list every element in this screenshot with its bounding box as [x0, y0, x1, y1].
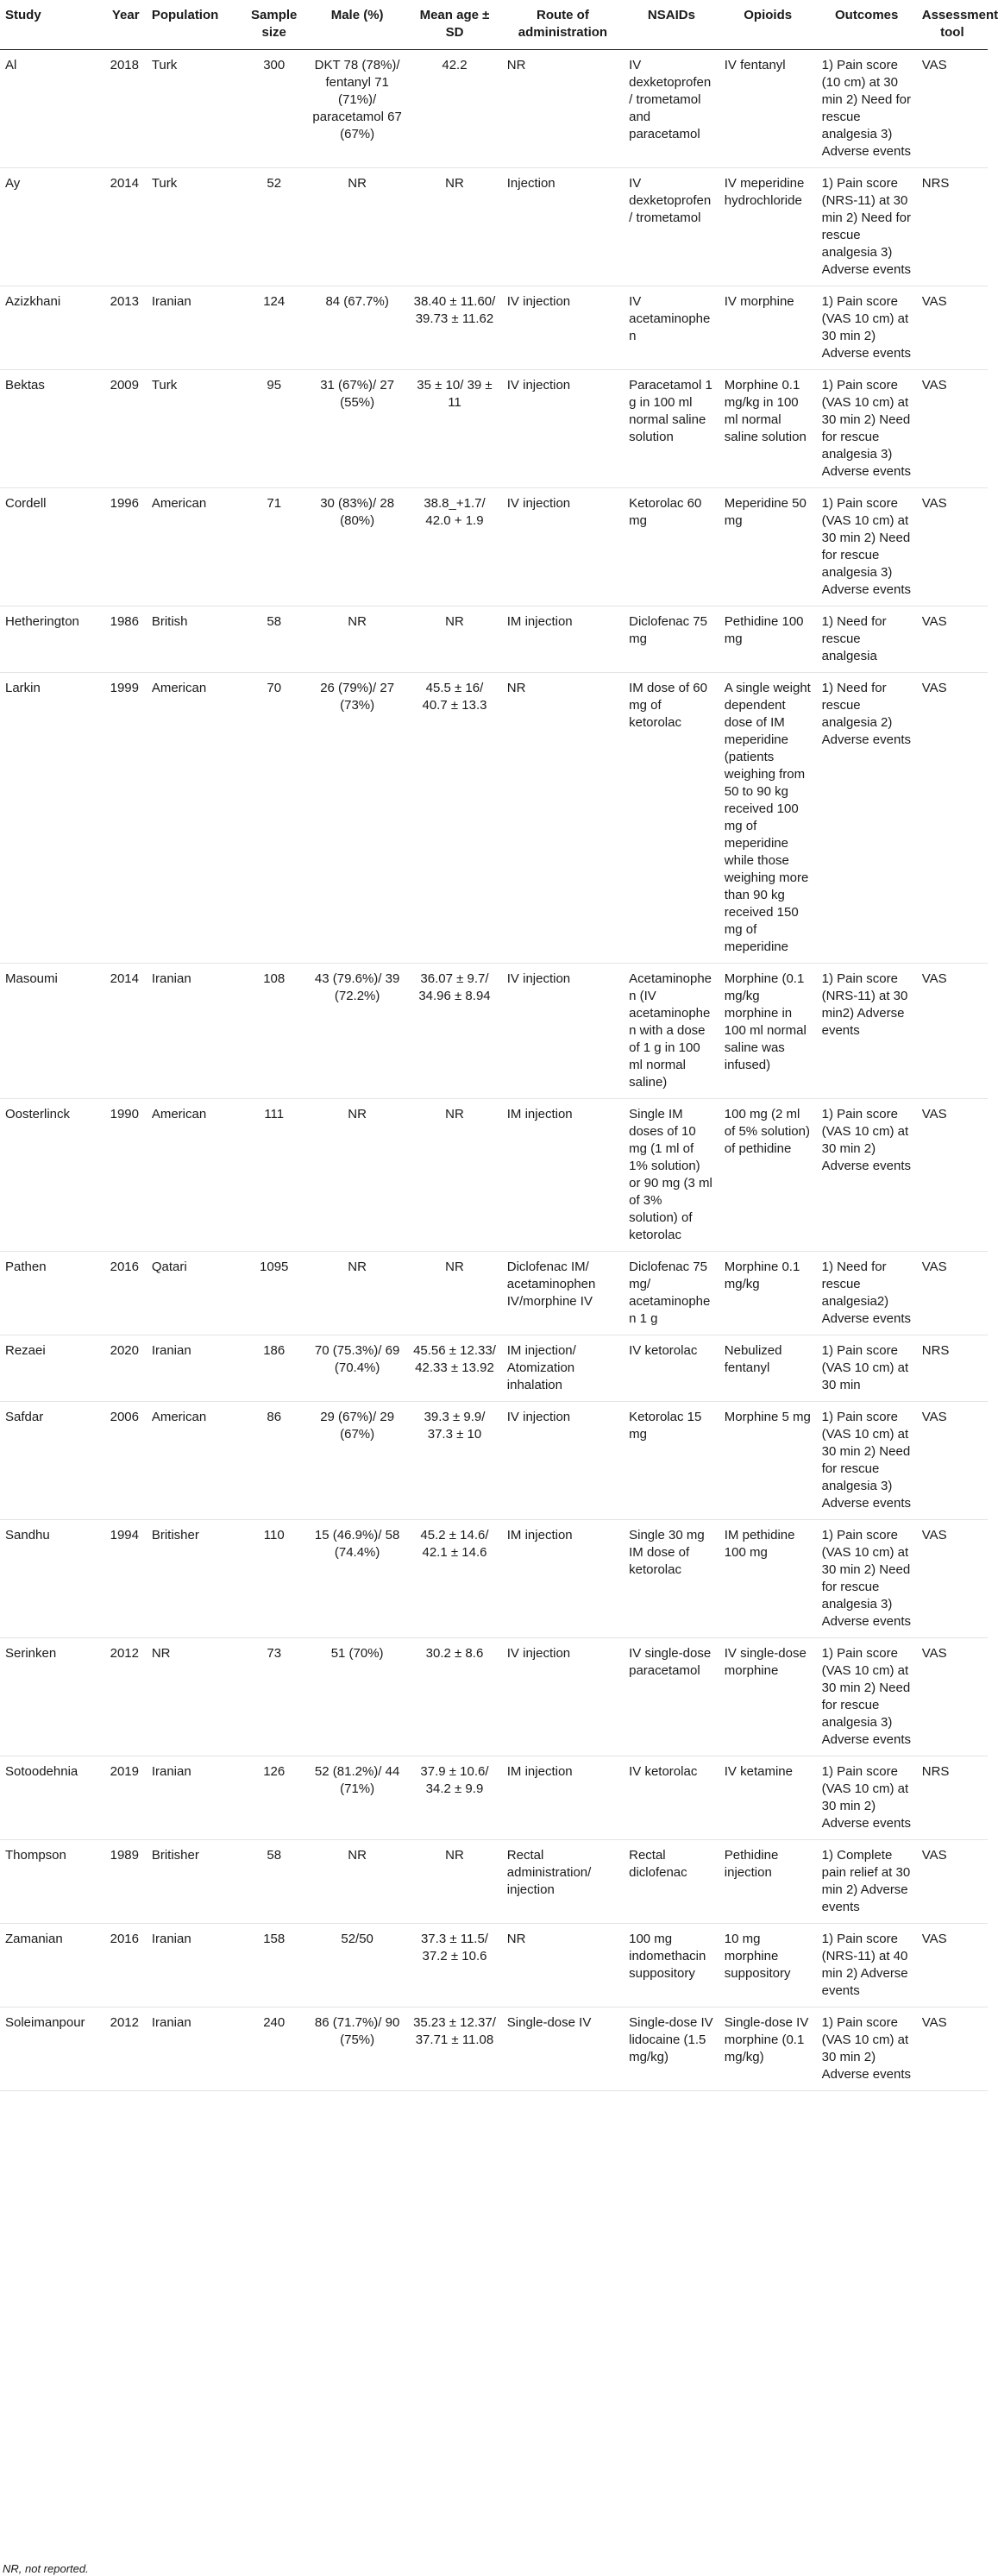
cell-male: DKT 78 (78%)/ fentanyl 71 (71%)/ paracetamol 67 (67%)	[307, 49, 407, 167]
cell-nsaids: IV single-dose paracetamol	[624, 1637, 719, 1756]
cell-male: 15 (46.9%)/ 58 (74.4%)	[307, 1519, 407, 1637]
cell-study: Bektas	[0, 369, 105, 487]
table-row	[0, 672, 988, 963]
cell-nsaids: Rectal diclofenac	[624, 1839, 719, 1923]
cell-study: Thompson	[0, 1839, 105, 1923]
cell-route: IV injection	[502, 1637, 624, 1756]
cell-mean-age: 42.2	[407, 49, 502, 167]
cell-year: 2006	[105, 1401, 147, 1519]
cell-male: 51 (70%)	[307, 1637, 407, 1756]
cell-mean-age: 30.2 ± 8.6	[407, 1637, 502, 1756]
cell-nsaids: IV acetaminophen	[624, 286, 719, 369]
cell-year: 2013	[105, 286, 147, 369]
cell-male: NR	[307, 1839, 407, 1923]
cell-male: 52/50	[307, 1923, 407, 2007]
cell-study: Larkin	[0, 672, 105, 963]
cell-nsaids: 100 mg indomethacin suppository	[624, 1923, 719, 2007]
cell-male: NR	[307, 1251, 407, 1335]
cell-sample-size: 108	[241, 963, 307, 1098]
header-opioids: Opioids	[719, 0, 817, 49]
cell-study: Hetherington	[0, 606, 105, 672]
cell-population: NR	[147, 1637, 242, 1756]
cell-year: 1994	[105, 1519, 147, 1637]
cell-nsaids: Single IM doses of 10 mg (1 ml of 1% solution) or 90 mg (3 ml of 3% solution) of ketorolac	[624, 1098, 719, 1251]
cell-nsaids: Single 30 mg IM dose of ketorolac	[624, 1519, 719, 1637]
cell-route: IM injection	[502, 1756, 624, 1839]
cell-study: Soleimanpour	[0, 2007, 105, 2090]
cell-assessment-tool: VAS	[917, 1098, 988, 1251]
cell-assessment-tool: VAS	[917, 1519, 988, 1637]
cell-opioids: Morphine (0.1 mg/kg morphine in 100 ml normal saline was infused)	[719, 963, 817, 1098]
cell-mean-age: 38.8_+1.7/ 42.0 + 1.9	[407, 487, 502, 606]
cell-population: Iranian	[147, 1923, 242, 2007]
cell-opioids: Pethidine 100 mg	[719, 606, 817, 672]
table-row	[0, 2007, 988, 2090]
cell-nsaids: Diclofenac 75 mg	[624, 606, 719, 672]
cell-male: NR	[307, 167, 407, 286]
cell-assessment-tool: VAS	[917, 286, 988, 369]
cell-outcomes: 1) Pain score (VAS 10 cm) at 30 min 2) Need for rescue analgesia 3) Adverse events	[817, 487, 917, 606]
cell-population: Iranian	[147, 963, 242, 1098]
cell-opioids: IM pethidine 100 mg	[719, 1519, 817, 1637]
cell-nsaids: Ketorolac 60 mg	[624, 487, 719, 606]
cell-male: NR	[307, 606, 407, 672]
cell-study: Rezaei	[0, 1335, 105, 1401]
cell-nsaids: Diclofenac 75 mg/ acetaminophen 1 g	[624, 1251, 719, 1335]
header-nsaids: NSAIDs	[624, 0, 719, 49]
cell-mean-age: 35.23 ± 12.37/ 37.71 ± 11.08	[407, 2007, 502, 2090]
header-route: Route of administration	[502, 0, 624, 49]
cell-male: NR	[307, 1098, 407, 1251]
cell-mean-age: 45.5 ± 16/ 40.7 ± 13.3	[407, 672, 502, 963]
cell-population: Britisher	[147, 1519, 242, 1637]
cell-assessment-tool: VAS	[917, 963, 988, 1098]
cell-year: 2012	[105, 2007, 147, 2090]
cell-study: Masoumi	[0, 963, 105, 1098]
cell-population: Turk	[147, 369, 242, 487]
cell-study: Sotoodehnia	[0, 1756, 105, 1839]
cell-year: 2018	[105, 49, 147, 167]
cell-assessment-tool: VAS	[917, 487, 988, 606]
cell-route: IV injection	[502, 963, 624, 1098]
table-row	[0, 1923, 988, 2007]
cell-route: IV injection	[502, 1401, 624, 1519]
cell-sample-size: 111	[241, 1098, 307, 1251]
cell-year: 1986	[105, 606, 147, 672]
cell-sample-size: 70	[241, 672, 307, 963]
cell-opioids: IV meperidine hydrochloride	[719, 167, 817, 286]
cell-mean-age: 35 ± 10/ 39 ± 11	[407, 369, 502, 487]
cell-sample-size: 58	[241, 1839, 307, 1923]
header-study: Study	[0, 0, 105, 49]
cell-population: American	[147, 1098, 242, 1251]
cell-mean-age: 36.07 ± 9.7/ 34.96 ± 8.94	[407, 963, 502, 1098]
cell-route: NR	[502, 49, 624, 167]
cell-population: Iranian	[147, 2007, 242, 2090]
cell-assessment-tool: VAS	[917, 1637, 988, 1756]
cell-route: NR	[502, 672, 624, 963]
cell-outcomes: 1) Pain score (VAS 10 cm) at 30 min 2) Adverse events	[817, 2007, 917, 2090]
cell-outcomes: 1) Need for rescue analgesia	[817, 606, 917, 672]
cell-opioids: Meperidine 50 mg	[719, 487, 817, 606]
header-row	[0, 0, 988, 49]
header-male: Male (%)	[307, 0, 407, 49]
cell-opioids: Nebulized fentanyl	[719, 1335, 817, 1401]
cell-route: IM injection	[502, 1519, 624, 1637]
cell-outcomes: 1) Pain score (10 cm) at 30 min 2) Need for rescue analgesia 3) Adverse events	[817, 49, 917, 167]
cell-assessment-tool: VAS	[917, 1251, 988, 1335]
table-row	[0, 49, 988, 167]
cell-male: 30 (83%)/ 28 (80%)	[307, 487, 407, 606]
cell-sample-size: 124	[241, 286, 307, 369]
cell-route: IV injection	[502, 487, 624, 606]
cell-nsaids: Acetaminophen (IV acetaminophen with a dose of 1 g in 100 ml normal saline)	[624, 963, 719, 1098]
table-row	[0, 1756, 988, 1839]
cell-sample-size: 73	[241, 1637, 307, 1756]
cell-male: 52 (81.2%)/ 44 (71%)	[307, 1756, 407, 1839]
cell-route: Rectal administration/ injection	[502, 1839, 624, 1923]
cell-year: 2016	[105, 1251, 147, 1335]
cell-nsaids: Single-dose IV lidocaine (1.5 mg/kg)	[624, 2007, 719, 2090]
table-row	[0, 167, 988, 286]
cell-year: 2019	[105, 1756, 147, 1839]
cell-year: 2016	[105, 1923, 147, 2007]
cell-study: Cordell	[0, 487, 105, 606]
cell-population: American	[147, 672, 242, 963]
cell-study: Al	[0, 49, 105, 167]
header-sample-size: Sample size	[241, 0, 307, 49]
cell-population: Iranian	[147, 286, 242, 369]
cell-mean-age: 39.3 ± 9.9/ 37.3 ± 10	[407, 1401, 502, 1519]
cell-route: NR	[502, 1923, 624, 2007]
table-row	[0, 1637, 988, 1756]
cell-outcomes: 1) Complete pain relief at 30 min 2) Adverse events	[817, 1839, 917, 1923]
cell-study: Sandhu	[0, 1519, 105, 1637]
cell-nsaids: IV ketorolac	[624, 1335, 719, 1401]
cell-sample-size: 71	[241, 487, 307, 606]
cell-male: 86 (71.7%)/ 90 (75%)	[307, 2007, 407, 2090]
cell-study: Ay	[0, 167, 105, 286]
cell-mean-age: 45.56 ± 12.33/ 42.33 ± 13.92	[407, 1335, 502, 1401]
cell-year: 1999	[105, 672, 147, 963]
cell-route: IM injection/ Atomization inhalation	[502, 1335, 624, 1401]
table-row	[0, 1519, 988, 1637]
cell-nsaids: IV ketorolac	[624, 1756, 719, 1839]
cell-outcomes: 1) Pain score (VAS 10 cm) at 30 min 2) Adverse events	[817, 286, 917, 369]
cell-route: Single-dose IV	[502, 2007, 624, 2090]
table-row	[0, 1335, 988, 1401]
cell-sample-size: 158	[241, 1923, 307, 2007]
cell-outcomes: 1) Pain score (VAS 10 cm) at 30 min 2) Need for rescue analgesia 3) Adverse events	[817, 369, 917, 487]
cell-assessment-tool: VAS	[917, 2007, 988, 2090]
cell-opioids: Morphine 5 mg	[719, 1401, 817, 1519]
cell-opioids: IV fentanyl	[719, 49, 817, 167]
cell-assessment-tool: VAS	[917, 369, 988, 487]
cell-assessment-tool: VAS	[917, 672, 988, 963]
cell-sample-size: 110	[241, 1519, 307, 1637]
cell-opioids: Single-dose IV morphine (0.1 mg/kg)	[719, 2007, 817, 2090]
cell-study: Azizkhani	[0, 286, 105, 369]
cell-opioids: 10 mg morphine suppository	[719, 1923, 817, 2007]
cell-male: 43 (79.6%)/ 39 (72.2%)	[307, 963, 407, 1098]
cell-opioids: 100 mg (2 ml of 5% solution) of pethidine	[719, 1098, 817, 1251]
cell-mean-age: 38.40 ± 11.60/ 39.73 ± 11.62	[407, 286, 502, 369]
cell-route: Diclofenac IM/ acetaminophen IV/morphine IV	[502, 1251, 624, 1335]
cell-sample-size: 126	[241, 1756, 307, 1839]
cell-male: 29 (67%)/ 29 (67%)	[307, 1401, 407, 1519]
cell-population: Iranian	[147, 1756, 242, 1839]
cell-outcomes: 1) Pain score (VAS 10 cm) at 30 min 2) Need for rescue analgesia 3) Adverse events	[817, 1519, 917, 1637]
cell-assessment-tool: NRS	[917, 1335, 988, 1401]
cell-route: IM injection	[502, 1098, 624, 1251]
cell-study: Oosterlinck	[0, 1098, 105, 1251]
cell-assessment-tool: VAS	[917, 49, 988, 167]
cell-study: Zamanian	[0, 1923, 105, 2007]
table-footnote: NR, not reported.	[3, 2562, 89, 2575]
cell-assessment-tool: VAS	[917, 1401, 988, 1519]
cell-assessment-tool: NRS	[917, 1756, 988, 1839]
cell-assessment-tool: VAS	[917, 1839, 988, 1923]
cell-male: 31 (67%)/ 27 (55%)	[307, 369, 407, 487]
table-row	[0, 1839, 988, 1923]
cell-route: Injection	[502, 167, 624, 286]
cell-opioids: IV ketamine	[719, 1756, 817, 1839]
cell-mean-age: 37.3 ± 11.5/ 37.2 ± 10.6	[407, 1923, 502, 2007]
cell-population: American	[147, 1401, 242, 1519]
cell-sample-size: 95	[241, 369, 307, 487]
cell-population: British	[147, 606, 242, 672]
cell-nsaids: Ketorolac 15 mg	[624, 1401, 719, 1519]
cell-mean-age: 45.2 ± 14.6/ 42.1 ± 14.6	[407, 1519, 502, 1637]
cell-nsaids: IV dexketoprofen/ trometamol	[624, 167, 719, 286]
header-population: Population	[147, 0, 242, 49]
cell-route: IV injection	[502, 369, 624, 487]
cell-study: Pathen	[0, 1251, 105, 1335]
cell-route: IV injection	[502, 286, 624, 369]
cell-opioids: Morphine 0.1 mg/kg in 100 ml normal saline solution	[719, 369, 817, 487]
cell-outcomes: 1) Pain score (VAS 10 cm) at 30 min 2) Adverse events	[817, 1756, 917, 1839]
cell-year: 1989	[105, 1839, 147, 1923]
table-header	[0, 0, 998, 49]
cell-opioids: Pethidine injection	[719, 1839, 817, 1923]
cell-year: 2020	[105, 1335, 147, 1401]
cell-outcomes: 1) Pain score (VAS 10 cm) at 30 min 2) Need for rescue analgesia 3) Adverse events	[817, 1401, 917, 1519]
header-outcomes: Outcomes	[817, 0, 917, 49]
cell-outcomes: 1) Need for rescue analgesia2) Adverse events	[817, 1251, 917, 1335]
cell-year: 1996	[105, 487, 147, 606]
cell-mean-age: NR	[407, 167, 502, 286]
cell-opioids: IV morphine	[719, 286, 817, 369]
cell-population: Turk	[147, 167, 242, 286]
cell-outcomes: 1) Pain score (VAS 10 cm) at 30 min 2) Adverse events	[817, 1098, 917, 1251]
cell-outcomes: 1) Pain score (VAS 10 cm) at 30 min	[817, 1335, 917, 1401]
cell-outcomes: 1) Pain score (VAS 10 cm) at 30 min 2) Need for rescue analgesia 3) Adverse events	[817, 1637, 917, 1756]
table-row	[0, 369, 988, 487]
cell-sample-size: 186	[241, 1335, 307, 1401]
cell-population: American	[147, 487, 242, 606]
cell-outcomes: 1) Need for rescue analgesia 2) Adverse events	[817, 672, 917, 963]
cell-nsaids: IV dexketoprofen/ trometamol and paracetamol	[624, 49, 719, 167]
cell-mean-age: NR	[407, 1098, 502, 1251]
table-row	[0, 487, 988, 606]
cell-sample-size: 58	[241, 606, 307, 672]
cell-year: 2012	[105, 1637, 147, 1756]
cell-sample-size: 300	[241, 49, 307, 167]
cell-opioids: IV single-dose morphine	[719, 1637, 817, 1756]
header-assessment-tool: Assessment tool	[917, 0, 988, 49]
cell-population: Britisher	[147, 1839, 242, 1923]
cell-year: 2014	[105, 167, 147, 286]
cell-assessment-tool: NRS	[917, 167, 988, 286]
header-mean-age: Mean age ± SD	[407, 0, 502, 49]
cell-study: Serinken	[0, 1637, 105, 1756]
cell-mean-age: NR	[407, 1251, 502, 1335]
cell-assessment-tool: VAS	[917, 606, 988, 672]
table-row	[0, 1098, 988, 1251]
cell-sample-size: 240	[241, 2007, 307, 2090]
cell-population: Qatari	[147, 1251, 242, 1335]
cell-assessment-tool: VAS	[917, 1923, 988, 2007]
cell-outcomes: 1) Pain score (NRS-11) at 30 min 2) Need for rescue analgesia 3) Adverse events	[817, 167, 917, 286]
header-year: Year	[105, 0, 147, 49]
cell-study: Safdar	[0, 1401, 105, 1519]
cell-year: 2009	[105, 369, 147, 487]
table-row	[0, 963, 988, 1098]
cell-sample-size: 86	[241, 1401, 307, 1519]
cell-population: Turk	[147, 49, 242, 167]
table-row	[0, 1251, 988, 1335]
cell-opioids: Morphine 0.1 mg/kg	[719, 1251, 817, 1335]
cell-nsaids: IM dose of 60 mg of ketorolac	[624, 672, 719, 963]
table-row	[0, 606, 988, 672]
cell-population: Iranian	[147, 1335, 242, 1401]
cell-opioids: A single weight dependent dose of IM meperidine (patients weighing from 50 to 90 kg received 100 mg of meperidine while those weighing more than 90 kg received 150 mg of meperidine	[719, 672, 817, 963]
cell-male: 26 (79%)/ 27 (73%)	[307, 672, 407, 963]
cell-sample-size: 1095	[241, 1251, 307, 1335]
cell-mean-age: NR	[407, 606, 502, 672]
cell-route: IM injection	[502, 606, 624, 672]
table-row	[0, 286, 988, 369]
cell-mean-age: 37.9 ± 10.6/ 34.2 ± 9.9	[407, 1756, 502, 1839]
table-row	[0, 1401, 988, 1519]
cell-sample-size: 52	[241, 167, 307, 286]
cell-male: 70 (75.3%)/ 69 (70.4%)	[307, 1335, 407, 1401]
table-body	[0, 49, 988, 2090]
cell-male: 84 (67.7%)	[307, 286, 407, 369]
cell-year: 1990	[105, 1098, 147, 1251]
cell-outcomes: 1) Pain score (NRS-11) at 40 min 2) Adverse events	[817, 1923, 917, 2007]
cell-outcomes: 1) Pain score (NRS-11) at 30 min2) Adverse events	[817, 963, 917, 1098]
cell-year: 2014	[105, 963, 147, 1098]
cell-nsaids: Paracetamol 1 g in 100 ml normal saline solution	[624, 369, 719, 487]
cell-mean-age: NR	[407, 1839, 502, 1923]
